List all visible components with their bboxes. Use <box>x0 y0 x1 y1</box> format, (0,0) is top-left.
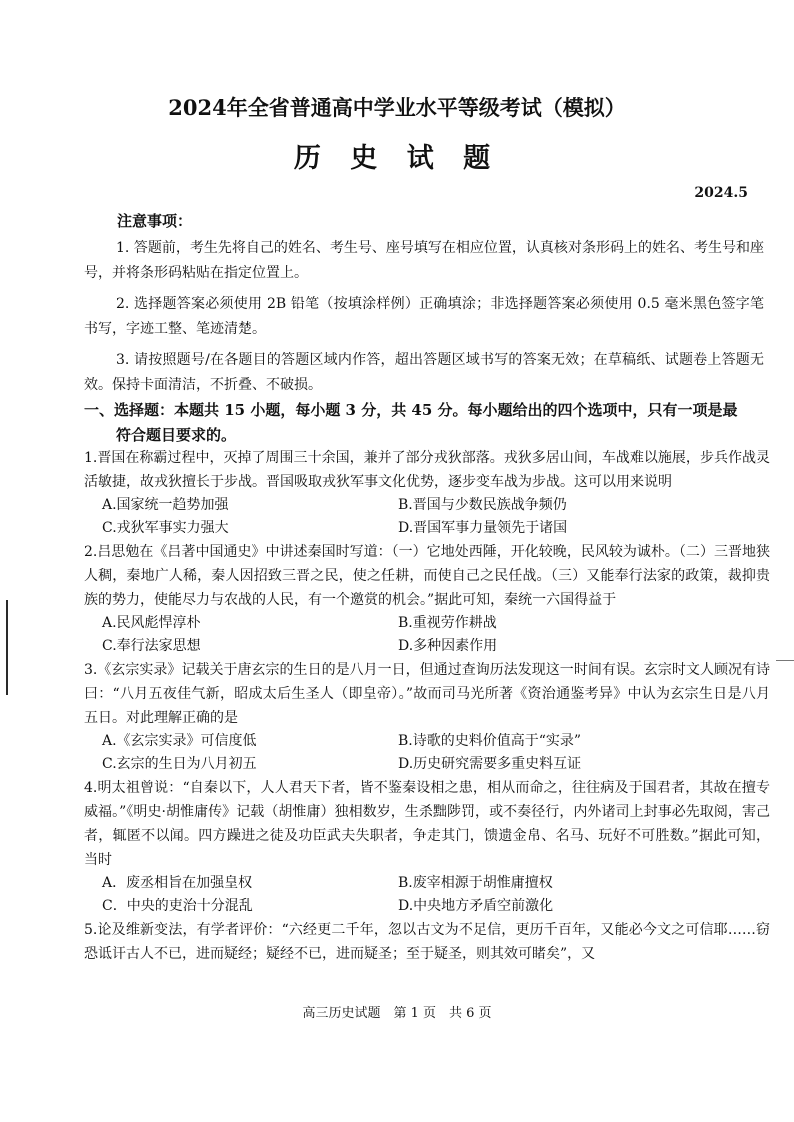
option-c: C.玄宗的生日为八月初五 <box>102 756 257 772</box>
option-c: C．中央的吏治十分混乱 <box>102 898 253 914</box>
question-4 <box>84 776 770 918</box>
option-b: B.诗歌的史料价值高于“实录” <box>398 733 582 749</box>
question-stem: 2.吕思勉在《吕著中国通史》中讲述秦国时写道：（一）它地处西陲，开化较晚，民风较为诚朴。（二）三晋地狭人稠，秦地广人稀，秦人因招致三晋之民，使之任耕，而使自己之民任战。（三）又能奉行法家的政策，裁抑贵族的势力，使能尽力与农战的人民，有一个邀赏的机会。”据此可知，秦统一六国得益于 <box>84 544 770 608</box>
notice-item: 1. 答题前，考生先将自己的姓名、考生号、座号填写在相应位置，认真核对条形码上的姓名、考生号和座号，并将条形码粘贴在指定位置上。 <box>84 240 764 281</box>
subject-title: 历 史 试 题 <box>293 143 501 174</box>
option-a: A.国家统一趋势加强 <box>102 497 229 513</box>
option-c: C.戎狄军事实力强大 <box>102 520 229 536</box>
notice-heading: 注意事项： <box>117 212 193 230</box>
question-1 <box>84 446 770 540</box>
notice-item: 2. 选择题答案必须使用 2B 铅笔（按填涂样例）正确填涂；非选择题答案必须使用 0.5 毫米黑色签字笔书写，字迹工整、笔迹清楚。 <box>84 296 764 337</box>
option-a: A．废丞相旨在加强皇权 <box>102 875 253 891</box>
option-b: B.废宰相源于胡惟庸擅权 <box>398 875 553 891</box>
notice-item: 3. 请按照题号/在各题目的答题区域内作答，超出答题区域书写的答案无效；在草稿纸、试题卷上答题无效。保持卡面清洁，不折叠、不破损。 <box>84 352 764 393</box>
option-d: D.晋国军事力量领先于诸国 <box>398 520 568 536</box>
question-stem: 5.论及维新变法，有学者评价：“六经更二千年，忽以古文为不足信，更历千百年，又能必今文之可信耶……窃恐诋讦古人不已，进而疑经；疑经不已，进而疑圣；至于疑圣，则其效可睹矣”，又 <box>84 922 770 962</box>
question-stem: 1.晋国在称霸过程中，灭掉了周围三十余国，兼并了部分戎狄部落。戎狄多居山间，车战难以施展，步兵作战灵活敏捷，故戎狄擅长于步战。晋国吸取戎狄军事文化优势，逐步变车战为步战。这可以用来说明 <box>84 450 770 490</box>
option-d: D.历史研究需要多重史料互证 <box>398 756 582 772</box>
scan-edge-mark <box>776 660 794 669</box>
option-a: A.民风彪悍淳朴 <box>102 615 201 631</box>
scan-edge-mark <box>6 600 8 695</box>
option-d: D.中央地方矛盾空前激化 <box>398 898 554 914</box>
option-a: A.《玄宗实录》可信度低 <box>102 733 257 749</box>
exam-date: 2024.5 <box>694 185 748 201</box>
question-stem: 4.明太祖曾说：“自秦以下，人人君天下者，皆不鉴秦设相之患，相从而命之，往往病及于国君者，其故在擅专威福。”《明史·胡惟庸传》记载（胡惟庸）独相数岁，生杀黜陟罚，或不奏径行，内外诸司上封事必先取阅，害己者，辄匿不以闻。四方躁进之徒及功臣武夫失职者，争走其门，馈遗金帛、名马、玩好不可胜数。”据此可知，当时 <box>84 780 770 868</box>
option-grid <box>84 872 770 918</box>
notice-list <box>84 236 764 404</box>
option-b: B.晋国与少数民族战争频仍 <box>398 497 567 513</box>
option-d: D.多种因素作用 <box>398 638 498 654</box>
section-heading-line2: 符合题目要求的。 <box>116 426 237 444</box>
question-2 <box>84 540 770 658</box>
question-3 <box>84 658 770 776</box>
option-grid <box>84 494 770 540</box>
option-grid <box>84 612 770 658</box>
question-stem: 3.《玄宗实录》记载关于唐玄宗的生日的是八月一日，但通过查询历法发现这一时间有误。玄宗时文人顾况有诗曰：“八月五夜佳气新，昭成太后生圣人（即皇帝）。”故而司马光所著《资治通鉴考异》中认为玄宗生日是八月五日。对此理解正确的是 <box>84 662 770 726</box>
question-5 <box>84 918 770 966</box>
option-b: B.重视劳作耕战 <box>398 615 497 631</box>
option-grid <box>84 730 770 776</box>
section-heading-line1: 一、选择题：本题共 15 小题，每小题 3 分，共 45 分。每小题给出的四个选项中，只有一项是最 <box>84 401 738 419</box>
question-list <box>84 446 770 966</box>
exam-title: 2024年全省普通高中学业水平等级考试（模拟） <box>168 95 626 120</box>
page-footer: 高三历史试题 第 1 页 共 6 页 <box>302 1006 492 1021</box>
section-heading <box>84 398 764 448</box>
option-c: C.奉行法家思想 <box>102 638 201 654</box>
